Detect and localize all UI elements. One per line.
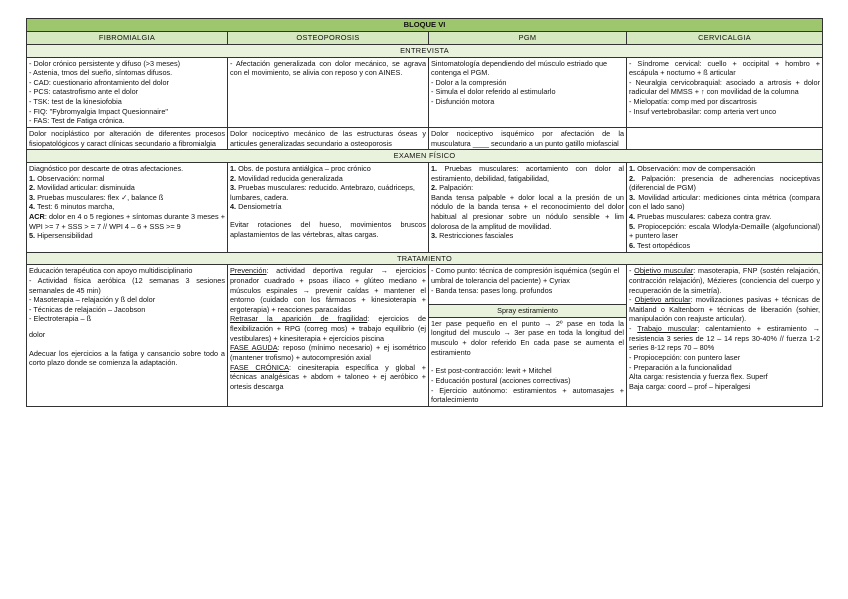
header-pgm: PGM: [429, 32, 627, 45]
acute-phase-block: [230, 343, 426, 362]
entrevista-pgm-dolor: Dolor nociceptivo isquémico por afectación de la musculatura ____ secundario a un punto gatillo miofascial: [429, 127, 627, 149]
item-text: Propiocepción: escala Wlodyla-Demaille (algofuncional) + puntero laser: [629, 221, 821, 241]
entrevista-row-1: [27, 57, 823, 127]
list-item: [230, 202, 426, 212]
list-item: [629, 241, 820, 251]
list-item: [29, 202, 225, 212]
item-number: 3.: [629, 192, 636, 202]
summary-sheet: [26, 18, 822, 407]
list-item: - Ejercicio autónomo: estiramientos + automasajes + fortalecimiento: [431, 385, 624, 405]
item-number: 2.: [629, 173, 636, 183]
tratamiento-pgm-cell: [429, 265, 627, 407]
list-item: [230, 164, 426, 174]
header-fibromialgia: FIBROMIALGIA: [27, 32, 228, 45]
item-text: Obs. de postura antiálgica – proc crónico: [236, 163, 371, 173]
fragility-label: Retrasar la aparición de fragilidad: [230, 314, 368, 324]
examen-pgm-cell: [429, 162, 627, 252]
osteo-note: Evitar rotaciones del hueso, movimientos bruscos aplastamientos de las vértebras, altas cargas.: [230, 220, 426, 239]
spacer: [29, 340, 225, 349]
dolor-text: dolor: [29, 330, 46, 340]
entrevista-osteo-dolor: Dolor nociceptivo mecánico de las estructuras óseas y articules generalizadas secundario a osteoporosis: [228, 127, 429, 149]
joint-objective-label: Objetivo articular: [634, 295, 691, 305]
list-item: - Insuf vertebrobasilar: comp arteria vert unco: [629, 106, 777, 116]
item-text: Pruebas musculares: cabeza contra grav.: [635, 212, 772, 222]
item-number: 4.: [29, 202, 36, 212]
chronic-phase-text: : cinesiterapia específica y global + técnicas analgésicas + abdom + taloneo + ej aeróbico + ortesis descarga: [230, 362, 426, 391]
entrevista-osteo-cell: [228, 57, 429, 127]
item-number: 4.: [230, 202, 237, 212]
section-entrevista-row: [27, 44, 823, 57]
list-item: - Dolor a la compresión: [431, 77, 507, 87]
item-number: 5.: [629, 221, 636, 231]
item-text: Movilidad reducida generalizada: [236, 173, 343, 183]
list-item: [629, 212, 820, 222]
item-text: Palpación: presencia de adherencias nociceptivas (diferencial de PGM): [629, 173, 821, 193]
joint-objective-text: : movilizaciones pasivas + técnicas de Maitland o Kaltenborn + técnicas de liberación (sohier, manipulación con reajuste articular).: [629, 295, 821, 324]
header-osteoporosis: OSTEOPOROSIS: [228, 32, 429, 45]
chronic-phase-block: [230, 363, 426, 392]
item-text: Pruebas musculares: flex ✓, balance ß: [35, 192, 164, 202]
item-text: Movilidad articular: mediciones cinta métrica (compara con el lado sano): [629, 192, 821, 212]
item-number: 1.: [431, 163, 438, 173]
examen-row: [27, 162, 823, 252]
entrevista-cerv-dolor: [627, 127, 823, 149]
section-tratamiento-row: [27, 252, 823, 265]
fragility-block: [230, 314, 426, 343]
acr-label: ACR: [29, 212, 45, 222]
item-text: Test ortopédicos: [635, 240, 691, 250]
list-item: - FAS: Test de Fatiga crónica.: [29, 116, 125, 126]
prevention-label: Prevención: [230, 266, 267, 276]
pgm-top-block: [429, 265, 626, 296]
item-text: Pruebas musculares: reducido. Antebrazo, cuádriceps, lumbares, cadera.: [230, 183, 415, 202]
spray-block: [429, 318, 626, 359]
list-item: [629, 174, 820, 193]
bloque-table: [26, 18, 823, 407]
pgm-bottom-block: [429, 358, 626, 406]
list-item: - Banda tensa: pases long. profundos: [431, 285, 553, 295]
prevention-block: [230, 266, 426, 314]
item-number: 2.: [230, 173, 237, 183]
list-item: - Neuralgia cervicobraquial: asociado a artrosis + dolor radicular del MMSS + ↑ con movilidad de la columna: [629, 77, 821, 97]
list-item: - Educación postural (acciones correctivas): [431, 375, 571, 385]
examen-osteo-cell: [228, 162, 429, 252]
section-examen-row: [27, 150, 823, 163]
list-item: - Electroterapia – ß: [29, 314, 92, 324]
list-item: [230, 174, 426, 184]
tratamiento-cerv-cell: [627, 265, 823, 407]
list-item: [431, 231, 624, 241]
item-text: Hipersensibilidad: [35, 231, 93, 241]
muscle-objective: - Objetivo muscular: masoterapia, FNP (sostén relajación, contracción relajación), Mézieres (conciencia del cuerpo y recuperación de la simetría).: [629, 266, 821, 295]
table-title: BLOQUE VI: [27, 19, 823, 32]
fragility-text: : ejercicios de flexibilización + RPG (correg mos) + trabajo equilibrio (ej vestibulares) + kinesiterapia + ejercicios piscina: [230, 314, 426, 343]
acr-criteria: [29, 212, 225, 231]
title-row: [27, 19, 823, 32]
section-entrevista: ENTREVISTA: [27, 44, 823, 57]
list-item: [629, 193, 820, 212]
list-item: [431, 183, 624, 193]
muscle-objective-text: : masoterapia, FNP (sostén relajación, contracción relajación), Mézieres (conciencia del cuerpo y recuperación de la simetría).: [629, 266, 821, 295]
header-cervicalgia: CERVICALGIA: [627, 32, 823, 45]
entrevista-fibro-cell: [27, 57, 228, 127]
section-tratamiento: TRATAMIENTO: [27, 252, 823, 265]
list-item: - Disfunción motora: [431, 97, 495, 107]
list-item: - Propiocepción: con puntero laser: [629, 352, 741, 362]
list-item: [431, 164, 624, 183]
entrevista-fibro-dolor: Dolor nociplástico por alteración de diferentes procesos fisiopatológicos y caract clínicas secundario a fibromialgia: [27, 127, 228, 149]
item-text: Observación: normal: [35, 173, 105, 183]
muscle-objective-label: Objetivo muscular: [634, 266, 694, 276]
spray-title: Spray estiramiento: [497, 306, 558, 316]
item-number: 3.: [230, 183, 237, 193]
tratamiento-row: [27, 265, 823, 407]
exam-intro: Diagnóstico por descarte de otras afectaciones.: [29, 163, 184, 173]
list-item: - Como punto: técnica de compresión isquémica (según el umbral de tolerancia del paciente) + Cyriax: [431, 266, 620, 285]
prevention-text: : actividad deportiva regular → ejercicios pronador cuadrado + psoas ilíaco + glúteo mediano + músculos espinales → prevenir caídas + mantener el entorno (cuidado con los fármacos + kinesioterapia + ergoterapia) + reacciones paracaídas: [230, 266, 426, 314]
spray-title-box: [429, 304, 626, 318]
acute-phase-label: FASE AGUDA: [230, 343, 278, 353]
item-number: 2.: [431, 183, 438, 193]
list-item: - Actividad física aeróbica (12 semanas 3 sesiones semanales de 45 min): [29, 275, 225, 295]
examen-fibro-cell: [27, 162, 228, 252]
spacer: [230, 212, 426, 220]
list-item: - Mielopatía: comp med por discartrosis: [629, 97, 757, 107]
item-number: 1.: [230, 163, 237, 173]
joint-objective: - Objetivo articular: movilizaciones pasivas + técnicas de Maitland o Kaltenborn + técnicas de liberación (sohier, manipulación con reajuste articular).: [629, 295, 821, 324]
list-item: - Síndrome cervical: cuello + occipital + hombro + escápula + nocturno + ß articular: [629, 58, 821, 78]
chronic-phase-label: FASE CRÓNICA: [230, 362, 290, 372]
item-text: Densiometría: [236, 202, 282, 212]
list-item: - Masoterapia – relajación y ß del dolor: [29, 295, 156, 305]
item-text: Observación: mov de compensación: [635, 163, 756, 173]
fatigue-note: Adecuar los ejercicios a la fatiga y cansancio sobre todo a corto plazo donde se comienza la adaptación.: [29, 348, 225, 368]
list-item: [230, 183, 426, 202]
tratamiento-osteo-cell: [228, 265, 429, 407]
list-item: - Técnicas de relajación – Jacobson: [29, 304, 146, 314]
entrevista-cerv-cell: [627, 57, 823, 127]
spray-text: 1er pase pequeño en el punto → 2º pase en toda la longitud del musculo → 3er pase en toda la longitud del musculo + dolor referido En cada pase se aumenta el estiramiento: [431, 318, 624, 357]
list-item: Sintomatología dependiendo del músculo estriado que contenga el PGM.: [431, 58, 608, 78]
list-item: - CAD: cuestionario afrontamiento del dolor: [29, 77, 169, 87]
section-examen: EXAMEN FÍSICO: [27, 150, 823, 163]
item-number: 3.: [29, 192, 36, 202]
examen-cerv-cell: [627, 162, 823, 252]
muscle-work: - Trabajo muscular: calentamiento + estiramiento → resistencia 3 series de 12 – 14 reps 30-40% // fuerza 1-2 series 8-12 reps 70 – 80%: [629, 324, 821, 353]
list-item: [29, 193, 225, 203]
item-text: Restricciones fasciales: [437, 231, 514, 241]
item-text: Test: 6 minutos marcha,: [35, 202, 115, 212]
item-number: 3.: [431, 231, 438, 241]
item-number: 6.: [629, 240, 636, 250]
list-item: [29, 174, 225, 184]
item-number: 4.: [629, 212, 636, 222]
item-number: 5.: [29, 231, 36, 241]
treatment-intro: Educación terapéutica con apoyo multidisciplinario: [29, 266, 193, 276]
muscle-work-label: Trabajo muscular: [637, 324, 698, 334]
item-text: Palpación:: [437, 183, 474, 193]
column-header-row: [27, 32, 823, 45]
entrevista-row-2: [27, 127, 823, 149]
list-item: Alta carga: resistencia y fuerza flex. Superf: [629, 372, 768, 382]
item-number: 2.: [29, 183, 36, 193]
list-item: - Dolor crónico persistente y difuso (>3 meses): [29, 58, 181, 68]
muscle-work-text: : calentamiento + estiramiento → resistencia 3 series de 12 – 14 reps 30-40% // fuerza 1-2 series 8-12 reps 70 – 80%: [629, 324, 821, 353]
item-text: Pruebas musculares: acortamiento con dolor al estiramiento, debilidad, fatigabilidad,: [431, 163, 624, 183]
list-item: - TSK: test de la kinesiofobia: [29, 97, 122, 107]
list-item: - Afectación generalizada con dolor mecánico, se agrava con el movimiento, se alivia con reposo y con AINES.: [230, 58, 426, 78]
acute-phase-text: : reposo (mínimo necesario) + ej isométrico (mantener trofismo) + autocompresión axial: [230, 343, 426, 362]
list-item: - PCS: catastrofismo ante el dolor: [29, 87, 139, 97]
list-item: [629, 164, 820, 174]
list-item: [29, 231, 225, 241]
list-item: - FIQ: "Fybromyalgia Impact Quesionnaire": [29, 106, 169, 116]
item-text: Movilidad articular: disminuida: [35, 183, 135, 193]
list-item: - Est post-contracción: lewit + Mitchel: [431, 366, 552, 376]
item-number: 1.: [629, 163, 636, 173]
item-number: 1.: [29, 173, 36, 183]
list-item: Baja carga: coord – prof – hiperalgesi: [629, 381, 751, 391]
list-item: - Astenia, trnos del sueño, síntomas difusos.: [29, 68, 173, 78]
list-item: - Simula el dolor referido al estimularlo: [431, 87, 556, 97]
palpation-text: Banda tensa palpable + dolor local a la presión de un nódulo de la banda tensa + el reconocimiento del dolor habitual al presionar sobre un nódulo sensible + lim dolorosa de la amplitud de movilidad.: [431, 192, 624, 231]
list-item: [29, 183, 225, 193]
acr-text: : dolor en 4 o 5 regiones + síntomas durante 3 meses + WPI >= 7 + SSS > = 7 // WPI 4 – 6 + SSS >= 9: [29, 212, 225, 231]
tratamiento-fibro-cell: [27, 265, 228, 407]
list-item: - Preparación a la funcionalidad: [629, 362, 732, 372]
list-item: [629, 222, 820, 241]
entrevista-pgm-cell: [429, 57, 627, 127]
